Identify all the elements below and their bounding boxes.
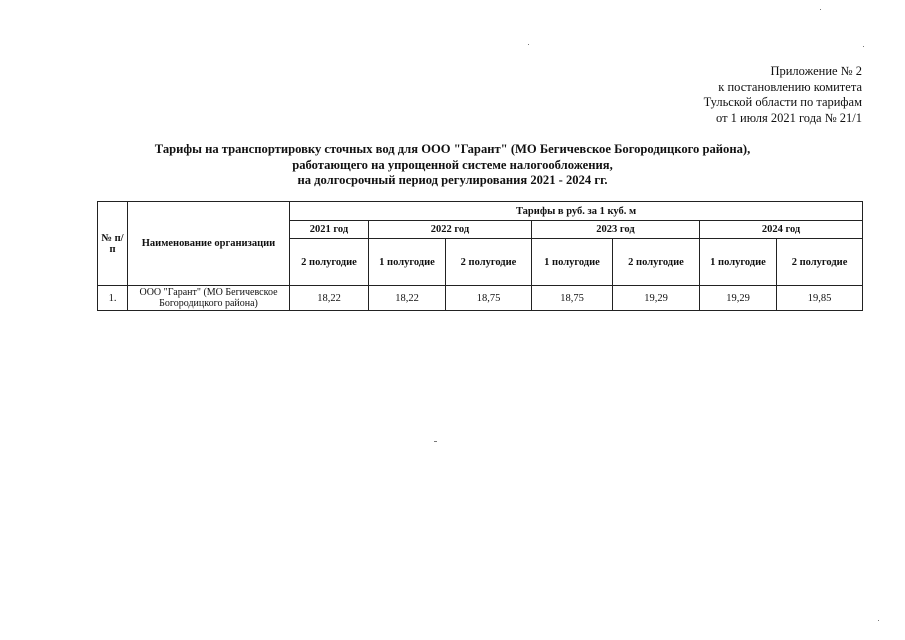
half-header: 2 полугодие bbox=[777, 239, 863, 286]
tariff-value: 19,29 bbox=[613, 286, 700, 311]
col-org-header: Наименование организации bbox=[128, 202, 290, 286]
annex-line-1: Приложение № 2 bbox=[770, 64, 862, 78]
half-header: 1 полугодие bbox=[700, 239, 777, 286]
title-line-2: работающего на упрощенной системе налогообложения, bbox=[292, 157, 613, 172]
header-row-1 bbox=[98, 202, 863, 221]
half-header: 2 полугодие bbox=[446, 239, 532, 286]
year-header: 2021 год bbox=[290, 221, 369, 239]
tariff-value: 18,22 bbox=[369, 286, 446, 311]
year-header: 2023 год bbox=[532, 221, 700, 239]
scan-speck bbox=[528, 44, 529, 45]
scan-speck bbox=[434, 441, 437, 442]
year-header: 2022 год bbox=[369, 221, 532, 239]
scan-speck bbox=[820, 9, 821, 10]
tariff-value: 19,29 bbox=[700, 286, 777, 311]
title-line-3: на долгосрочный период регулирования 2021 - 2024 гг. bbox=[297, 173, 608, 187]
annex-block bbox=[704, 64, 862, 126]
annex-line-2: к постановлению комитета bbox=[718, 79, 862, 94]
annex-line-3: Тульской области по тарифам bbox=[703, 95, 862, 109]
scan-speck bbox=[878, 620, 879, 621]
tariff-value: 19,85 bbox=[777, 286, 863, 311]
tariff-value: 18,75 bbox=[446, 286, 532, 311]
scan-speck bbox=[863, 46, 864, 47]
col-num-header: № п/п bbox=[98, 202, 128, 286]
tariff-table bbox=[97, 201, 863, 311]
row-number: 1. bbox=[98, 286, 128, 311]
document-title bbox=[0, 142, 905, 189]
year-header: 2024 год bbox=[700, 221, 863, 239]
tariff-header: Тарифы в руб. за 1 куб. м bbox=[290, 202, 863, 221]
half-header: 1 полугодие bbox=[532, 239, 613, 286]
annex-line-4: от 1 июля 2021 года № 21/1 bbox=[715, 110, 862, 125]
tariff-value: 18,75 bbox=[532, 286, 613, 311]
organization-name: ООО "Гарант" (МО Бегичевское Богородицкого района) bbox=[128, 286, 290, 311]
half-header: 2 полугодие bbox=[290, 239, 369, 286]
half-header: 1 полугодие bbox=[369, 239, 446, 286]
half-header: 2 полугодие bbox=[613, 239, 700, 286]
title-line-1: Тарифы на транспортировку сточных вод для ООО "Гарант" (МО Бегичевское Богородицкого района), bbox=[154, 142, 751, 156]
tariff-value: 18,22 bbox=[290, 286, 369, 311]
table-row bbox=[98, 286, 863, 311]
